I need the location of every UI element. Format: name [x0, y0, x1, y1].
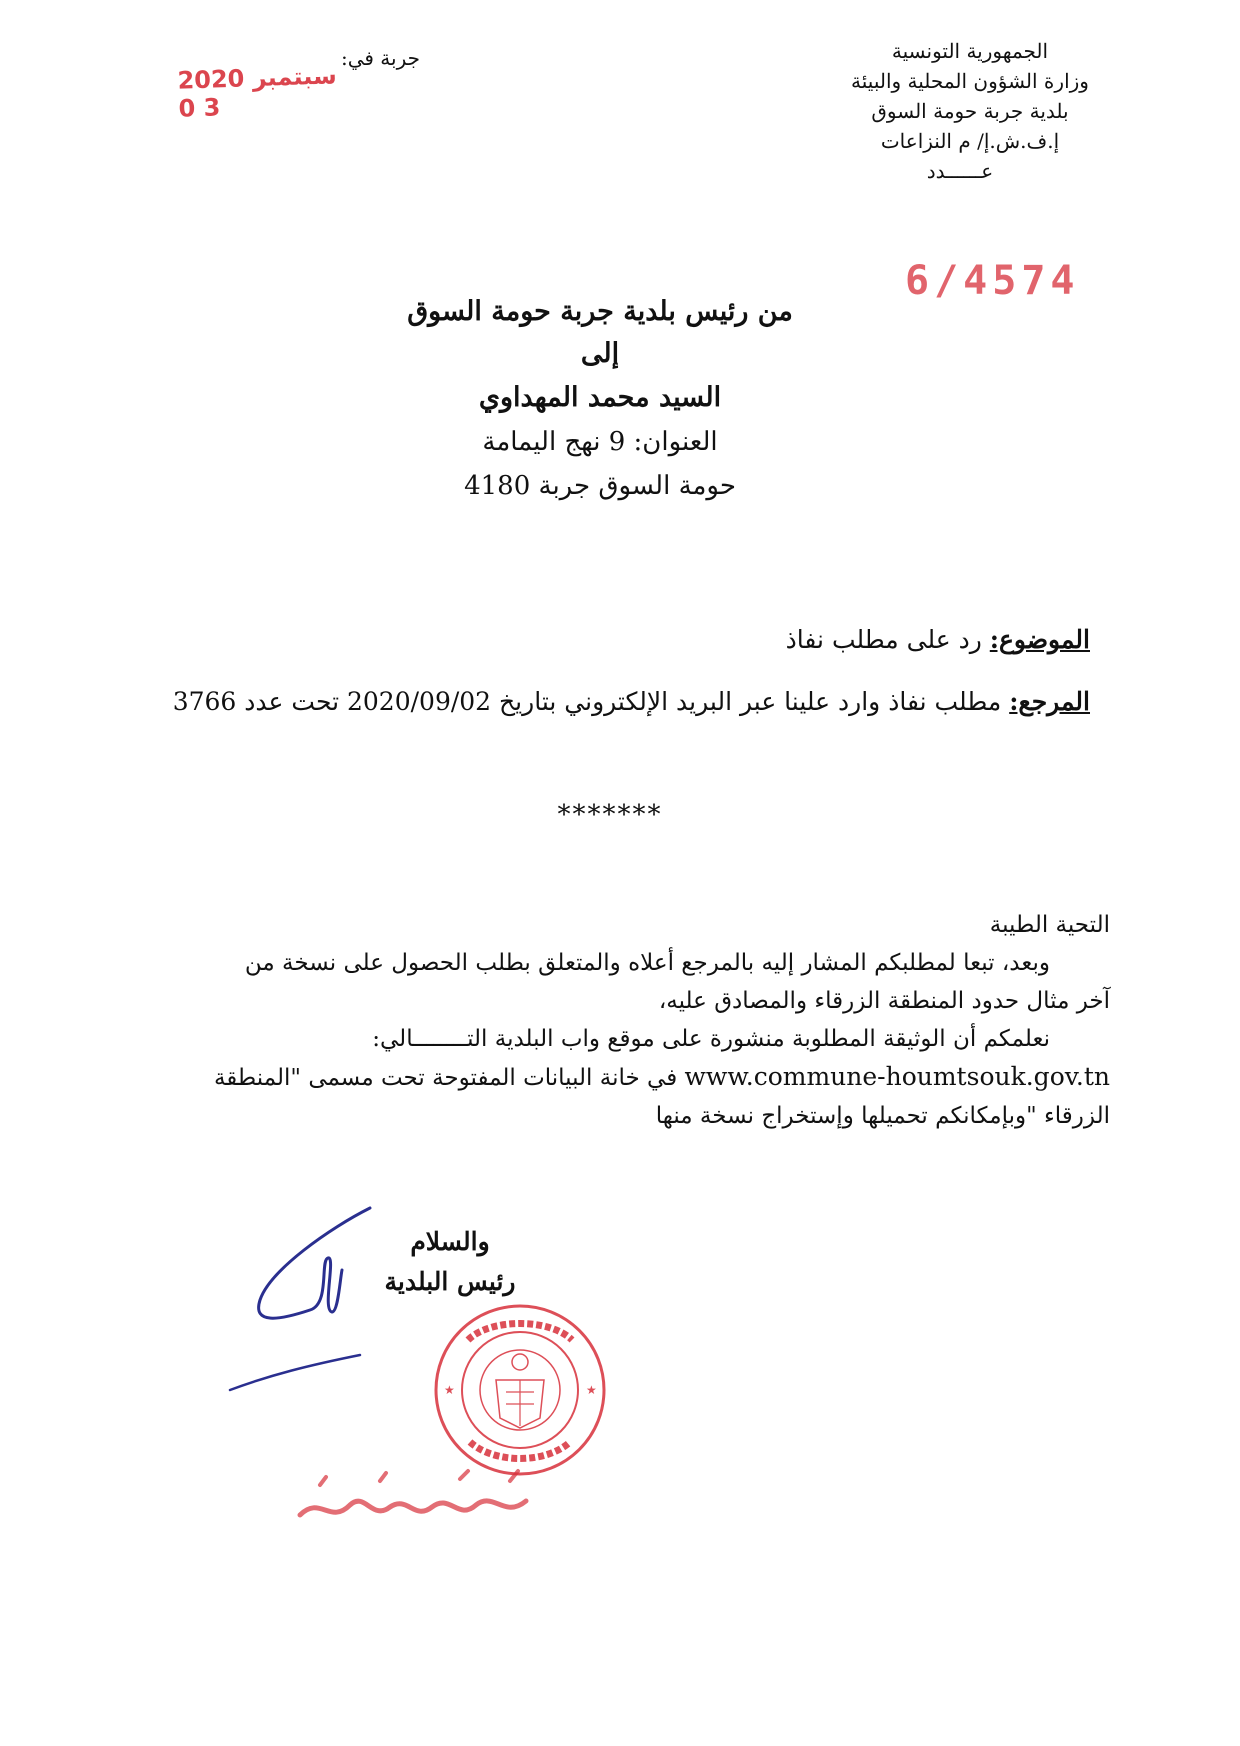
- letterhead-country: الجمهورية التونسية: [891, 39, 1049, 63]
- date-stamp: 2020 سبتمبر 3 0: [177, 61, 338, 123]
- closing-salutation: والسلام: [410, 1227, 490, 1256]
- sender-line: من رئيس بلدية جربة حومة السوق: [407, 296, 793, 327]
- letterhead: [820, 36, 1120, 186]
- body-line-1: وبعد، تبعا لمطلبكم المشار إليه بالمرجع أعلاه والمتعلق بطلب الحصول على نسخة من: [244, 950, 1050, 976]
- address-line-1: العنوان: 9 نهج اليمامة: [482, 427, 718, 457]
- address-line-2: حومة السوق جربة 4180: [464, 471, 736, 501]
- letter-body: [100, 906, 1110, 1135]
- subject-line: [100, 620, 1090, 660]
- body-line-2: آخر مثال حدود المنطقة الزرقاء والمصادق عليه،: [658, 988, 1110, 1014]
- svg-text:★: ★: [586, 1383, 597, 1397]
- handwritten-name: [290, 1455, 550, 1545]
- separator: *******: [557, 800, 663, 830]
- body-line-5: الزرقاء "وبإمكانكم تحميلها وإستخراج نسخة منها: [655, 1103, 1110, 1129]
- addressing-block: [380, 292, 820, 508]
- recipient-name: السيد محمد المهداوي: [478, 382, 722, 413]
- greeting: التحية الطيبة: [989, 912, 1110, 938]
- letterhead-number-label: عــــــدد: [926, 159, 994, 183]
- website-link[interactable]: www.commune-houmtsouk.gov.tn: [684, 1062, 1110, 1091]
- to-word: إلى: [580, 338, 620, 369]
- reference-text: مطلب نفاذ وارد علينا عبر البريد الإلكتروني بتاريخ 2020/09/02 تحت عدد 3766: [172, 687, 1010, 716]
- place-label: جربة في:: [340, 46, 420, 70]
- municipal-seal: [430, 1300, 610, 1480]
- signature: [210, 1200, 430, 1410]
- letterhead-municipality: بلدية جربة حومة السوق: [871, 99, 1069, 123]
- body-line-3: نعلمكم أن الوثيقة المطلوبة منشورة على موقع واب البلدية التــــــــالي:: [372, 1026, 1050, 1052]
- number-stamp: 6/4574: [905, 258, 1080, 304]
- svg-text:★: ★: [444, 1383, 455, 1397]
- body-line-4: [100, 1058, 1110, 1097]
- reference-label: المرجع:: [1009, 687, 1090, 716]
- letterhead-department: إ.ف.ش.إ/ م النزاعات: [880, 129, 1060, 153]
- subject-text: رد على مطلب نفاذ: [785, 625, 990, 654]
- signatory-title: رئيس البلدية: [384, 1267, 516, 1296]
- reference-line: [100, 682, 1090, 722]
- body-line-4-rest: في خانة البيانات المفتوحة تحت مسمى "المنطقة: [213, 1065, 685, 1091]
- subject-label: الموضوع:: [989, 625, 1090, 654]
- letterhead-ministry: وزارة الشؤون المحلية والبيئة: [851, 69, 1089, 93]
